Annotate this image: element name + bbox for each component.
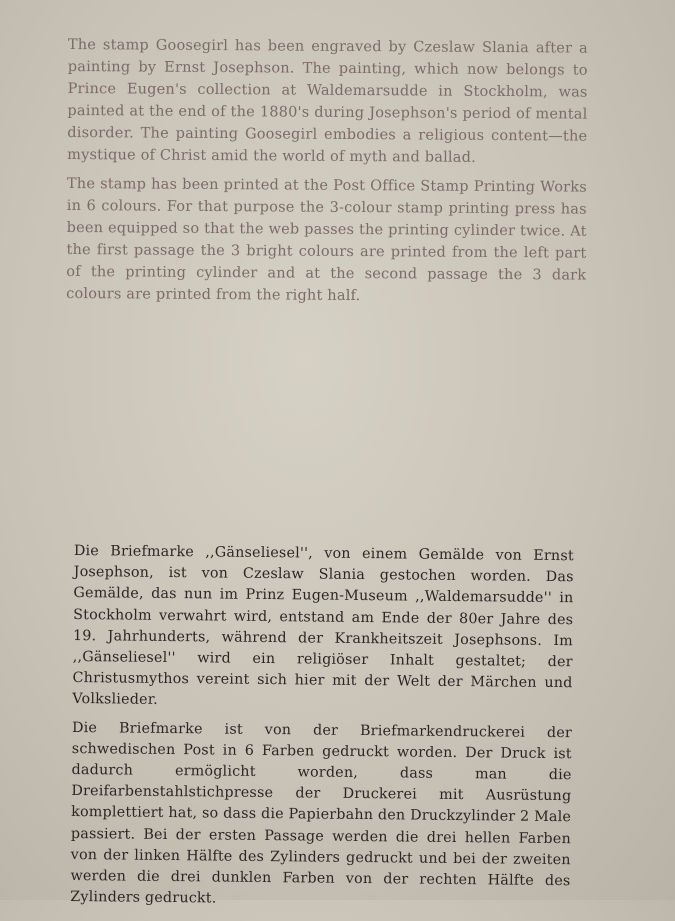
english-paragraph-2: The stamp has been printed at the Post Office Stamp Printing Works in 6 colours. For that purpose the 3-colour stamp printing press has been equipped so that the web passes the printing cylinder twice. At the first passage the 3 bright colours are printed from the left part of the printing cylinder and at the second passage the 3 dark colours are printed from the right half.	[66, 175, 587, 305]
english-text-block	[66, 34, 588, 316]
german-text-block	[70, 541, 574, 921]
german-paragraph-2: Die Briefmarke ist von der Briefmarkendruckerei der schwedischen Post in 6 Farben gedruckt worden. Der Druck ist dadurch ermöglicht worden, dass man die Dreifarbenstahlstichpresse der Druckerei mit Ausrüstung komplettiert hat, so dass die Papierbahn den Druckzylinder 2 Male passiert. Bei der ersten Passage werden die drei hellen Farben von der linken Hälfte des Zylinders gedruckt und bei der zweiten werden die drei dunklen Farben von der rechten Hälfte des Zylinders gedruckt.	[70, 719, 573, 907]
english-paragraph-1: The stamp Goosegirl has been engraved by Czeslaw Slania after a painting by Ernst Josephson. The painting, which now belongs to Prince Eugen's collection at Waldemarsudde in Stockholm, was painted at the end of the 1880's during Josephson's period of mental disorder. The painting Goosegirl embodies a religious content—the mystique of Christ amid the world of myth and ballad.	[67, 36, 588, 166]
german-paragraph-1: Die Briefmarke ,,Gänseliesel'', von einem Gemälde von Ernst Josephson, ist von Czeslaw Slania gestochen worden. Das Gemälde, das nun im Prinz Eugen-Museum ,,Waldemarsudde'' in Stockholm verwahrt wird, entstand am Ende der 80er Jahre des 19. Jahrhunderts, während der Krankheitszeit Josephsons. Im ,,Gänseliesel'' wird ein religiöser Inhalt gestaltet; der Christusmythos vereint sich hier mit der Welt der Märchen und Volkslieder.	[72, 542, 574, 709]
